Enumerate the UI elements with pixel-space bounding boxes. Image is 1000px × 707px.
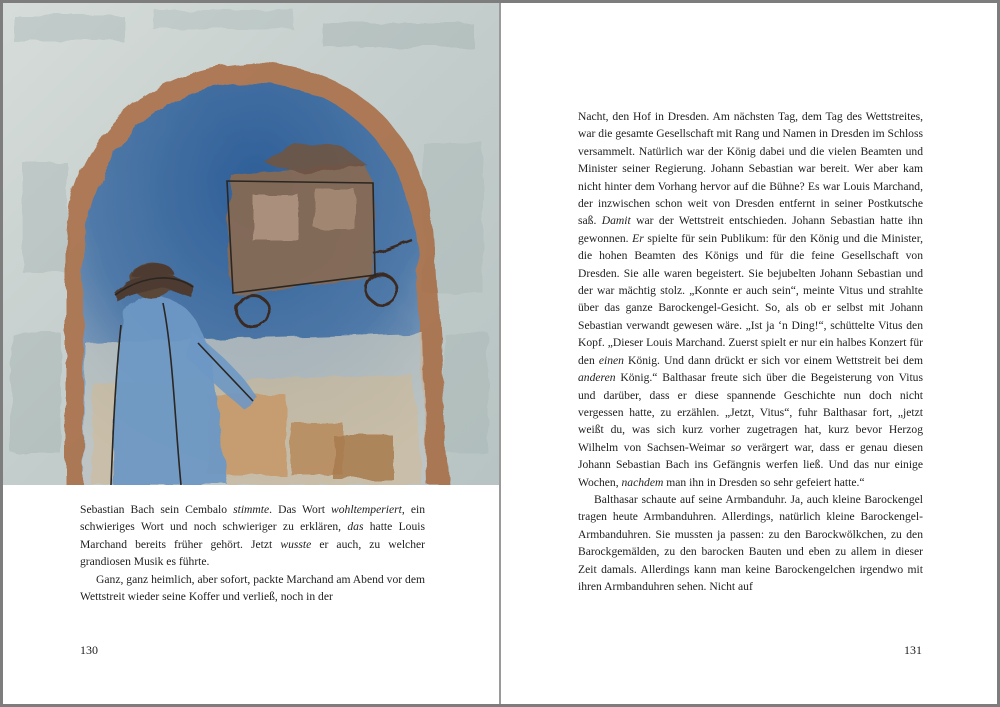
italic-run: anderen xyxy=(578,371,616,385)
text-run: hatte Louis Marchand bereits früher gehört. Jetzt xyxy=(80,520,425,551)
text-run: Sebastian Bach sein Cembalo xyxy=(80,503,234,516)
text-run: . Das Wort xyxy=(269,503,332,516)
italic-run: Er xyxy=(632,231,644,245)
left-paragraph-2 xyxy=(80,571,425,606)
text-run: Nacht, den Hof in Dresden. Am nächsten Tag, dem Tag des Wettstreites, war die gesamte Gesellschaft mit Rang und Namen in Dresden im Schloss versammelt. Natürlich war der König dabei und die vielen Beamten und Minister seiner Regierung. Johann Sebastian war bereit. Wer aber kam nicht hinter dem Vorhang hervor auf die Bühne? Es war Louis Marchand, der inzwischen schon weit von Dresden entfernt in seiner Postkutsche saß. xyxy=(578,110,923,228)
text-run: Ganz, ganz heimlich, aber sofort, packte Marchand am Abend vor dem Wettstreit wieder seine Koffer und verließ, noch in der xyxy=(80,572,425,604)
text-run: Balthasar schaute auf seine Armbanduhr. Ja, auch kleine Barockengel tragen heute Armbanduhren. Allerdings, natürlich kleine Barockengel-Armbanduhren. Sie mussten ja passen: zu den Barockwölkchen, zu den Barockgemälden, zu den barocken Bauten und eben zu allem in dieser Zeit damals. Allerdings kann man keine Barockengelchen irgendwo mit ihren Armbanduhren sehen. Nicht auf xyxy=(578,492,923,593)
text-run: man ihn in Dresden so sehr gefeiert hatte.“ xyxy=(663,475,865,489)
italic-run: so xyxy=(730,440,742,454)
text-run: König. Und dann drückt er sich vor einem Wettstreit bei dem xyxy=(623,353,923,367)
page-number-right: 131 xyxy=(904,643,922,657)
right-page xyxy=(501,3,997,704)
left-paragraph-1 xyxy=(80,501,425,571)
text-run: spielte für sein Publikum: für den König und die Minister, die hohen Beamten des Königs und für die feine Gesellschaft von Dresden. Sie alle waren begeistert. Sie bejubelten Johann Sebastian und der war mächtig stolz. „Konnte er auch sein“, meinte Vitus und strahlte über das ganze Barockengel-Gesicht. So, als ob er selbst mit Johann Sebastian verwandt gewesen wäre. „Ist ja ‘n Ding!“, schüttelte Vitus den Kopf. „Dieser Louis Marchand. Zuerst spielt er nur ein halbes Konzert für den xyxy=(578,231,924,367)
italic-run: das xyxy=(347,520,364,534)
italic-run: wusste xyxy=(280,537,312,551)
italic-run: nachdem xyxy=(621,475,664,489)
left-page xyxy=(3,3,499,704)
text-run: war der Wettstreit entschieden. Johann Sebastian hatte ihn gewonnen. xyxy=(578,214,923,245)
illustration-artwork xyxy=(3,3,499,485)
left-page-text xyxy=(80,501,425,605)
watercolor-illustration xyxy=(3,3,499,485)
text-run: er auch, zu welcher grandiosen Musik es führte. xyxy=(80,537,425,569)
right-paragraph-2 xyxy=(578,491,923,595)
book-spread xyxy=(3,3,997,704)
page-number-left: 130 xyxy=(80,643,98,657)
text-run: verärgert war, dass er genau diesen Johann Sebastian Bach ins Gefängnis werfen ließ. Und das nur einige Wochen, xyxy=(578,440,923,489)
right-paragraph-1 xyxy=(578,108,923,491)
italic-run: einen xyxy=(598,353,624,367)
italic-run: stimmte xyxy=(233,503,270,516)
right-page-text xyxy=(578,108,923,595)
italic-run: Damit xyxy=(601,214,631,228)
text-run: , ein schwieriges Wort und noch schwieriger zu erklären, xyxy=(80,503,425,534)
text-run: König.“ Balthasar freute sich über die Begeisterung von Vitus und darüber, dass er diese spannende Geschichte nun doch nicht vergessen hatte, zu erzählen. „Jetzt, Vitus“, fuhr Balthasar fort, „jetzt weißt du, was sich kurz vorher zugetragen hat, kurz bevor Herzog Wilhelm von Sachsen-Weimar xyxy=(578,371,923,454)
italic-run: wohltemperiert xyxy=(331,503,402,516)
